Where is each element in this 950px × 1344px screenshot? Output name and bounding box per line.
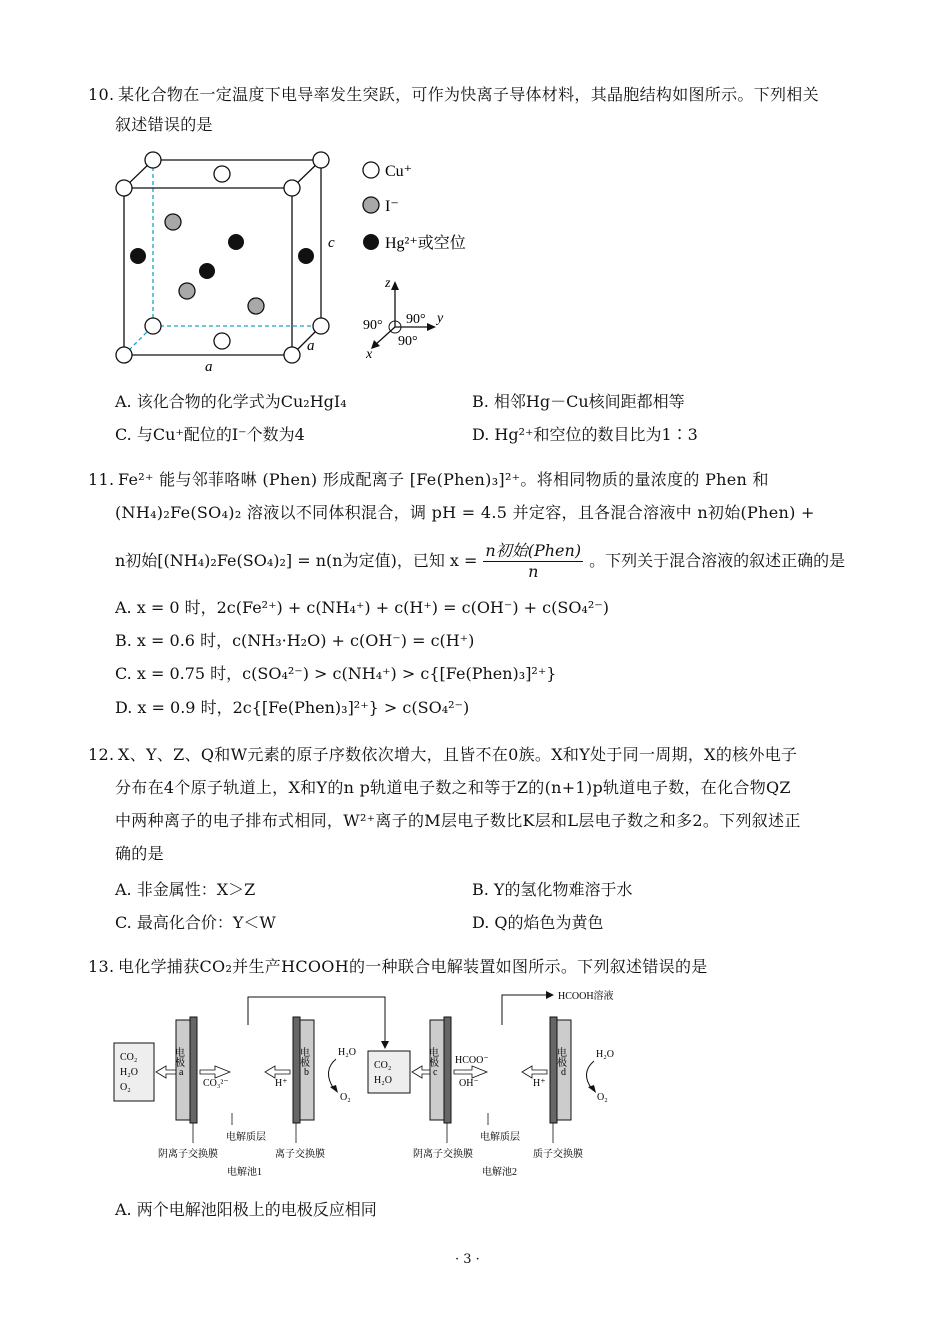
q10-crystal-figure <box>110 145 490 375</box>
box2-l2: H₂O <box>374 1075 392 1086</box>
q11-option-b[interactable]: B. x = 0.6 时，c(NH₃·H₂O) + c(OH⁻) = c(H⁺) <box>115 631 475 650</box>
q10-stem <box>88 80 868 140</box>
q10-option-d[interactable]: D. Hg²⁺和空位的数目比为1∶3 <box>472 425 698 444</box>
angle3: 90° <box>398 334 418 349</box>
axis-y: y <box>437 311 444 326</box>
q11-line2: (NH₄)₂Fe(SO₄)₂ 溶液以不同体积混合，调 pH = 4.5 并定容，且各混合溶液中 n初始(Phen) + <box>115 503 815 522</box>
q13-stem <box>88 952 868 982</box>
q12-option-b[interactable]: B. Y的氢化物难溶于水 <box>472 880 633 899</box>
label-a2: a <box>307 338 315 354</box>
h2o-2: H₂O <box>596 1049 614 1060</box>
q11-option-a[interactable]: A. x = 0 时，2c(Fe²⁺) + c(NH₄⁺) + c(H⁺) = c(OH⁻) + c(SO₄²⁻) <box>115 598 609 617</box>
box2-l1: CO₂ <box>374 1060 392 1071</box>
q10-option-b[interactable]: B. 相邻Hg－Cu核间距都相等 <box>472 392 685 411</box>
axis-z: z <box>385 276 391 291</box>
q13-number: 13. <box>88 957 115 976</box>
h2o-1: H₂O <box>338 1047 356 1058</box>
q12-option-d[interactable]: D. Q的焰色为黄色 <box>472 913 604 932</box>
box1-l1: CO₂ <box>120 1052 138 1063</box>
q13-option-a[interactable]: A. 两个电解池阳极上的电极反应相同 <box>115 1200 377 1219</box>
iodide-atoms <box>165 214 264 314</box>
q12-line2: 分布在4个原子轨道上，X和Y的n p轨道电子数之和等于Z的(n+1)p轨道电子数，在化合物QZ <box>115 778 791 797</box>
elec-c-label: 电极 <box>426 1047 438 1067</box>
q12-option-a[interactable]: A. 非金属性：X＞Z <box>115 880 256 899</box>
q11-option-d[interactable]: D. x = 0.9 时，2c{[Fe(Phen)₃]²⁺} > c(SO₄²⁻) <box>115 698 470 717</box>
hg-atoms <box>130 234 314 279</box>
hcooh-out: HCOOH溶液 <box>558 991 614 1002</box>
co3-label: CO₃²⁻ <box>203 1078 229 1089</box>
membrane1: 阴离子交换膜 <box>158 1149 218 1160</box>
q12-line3: 中两种离子的电子排布式相同，W²⁺离子的M层电子数比K层和L层电子数之和多2。下列叙述正 <box>115 811 801 830</box>
elec-b: b <box>304 1067 309 1078</box>
legend-i: I⁻ <box>385 198 399 215</box>
hcoo-label: HCOO⁻ <box>455 1055 489 1066</box>
angle1: 90° <box>363 318 383 333</box>
o2-2: O₂ <box>597 1092 608 1103</box>
cu-atoms <box>116 152 329 363</box>
electrolyte2: 电解质层 <box>480 1132 520 1143</box>
q13-electrolysis-figure <box>110 985 630 1180</box>
legend-cu-icon <box>363 162 379 178</box>
elec-c: c <box>433 1067 438 1078</box>
q11-line3 <box>115 538 845 581</box>
q11-line1: Fe²⁺ 能与邻菲咯啉 (Phen) 形成配离子 [Fe(Phen)₃]²⁺。将相同物质的量浓度的 Phen 和 <box>118 470 769 489</box>
q10-option-c[interactable]: C. 与Cu⁺配位的I⁻个数为4 <box>115 425 305 444</box>
q10-stem-line2: 叙述错误的是 <box>115 115 213 134</box>
elec-d: d <box>561 1067 566 1078</box>
q11-frac-den: n <box>528 562 539 581</box>
membrane4: 质子交换膜 <box>533 1149 583 1160</box>
oh-label: OH⁻ <box>459 1078 479 1089</box>
q12-line4: 确的是 <box>115 844 164 863</box>
membrane2: 离子交换膜 <box>275 1149 325 1160</box>
cell2: 电解池2 <box>482 1167 517 1178</box>
label-c: c <box>328 235 335 251</box>
q13-stem-text: 电化学捕获CO₂并生产HCOOH的一种联合电解装置如图所示。下列叙述错误的是 <box>118 957 708 976</box>
q10-option-a[interactable]: A. 该化合物的化学式为Cu₂HgI₄ <box>115 392 347 411</box>
electrolyte1: 电解质层 <box>226 1132 266 1143</box>
hplus2: H⁺ <box>533 1078 546 1089</box>
legend-cu: Cu⁺ <box>385 163 413 180</box>
elec-d-label: 电极 <box>554 1047 566 1067</box>
q11-stem <box>88 463 868 529</box>
q12-stem <box>88 738 868 870</box>
q11-number: 11. <box>88 470 115 489</box>
legend-i-icon <box>363 197 379 213</box>
cell1: 电解池1 <box>227 1167 262 1178</box>
elec-b-label: 电极 <box>297 1047 309 1067</box>
q11-frac-num: n初始(Phen) <box>483 538 583 562</box>
axis-x: x <box>366 347 373 362</box>
o2-1: O₂ <box>340 1092 351 1103</box>
q11-option-c[interactable]: C. x = 0.75 时，c(SO₄²⁻) > c(NH₄⁺) > c{[Fe(Phen)₃]²⁺} <box>115 664 557 683</box>
membrane3: 阴离子交换膜 <box>413 1149 473 1160</box>
q12-line1: X、Y、Z、Q和W元素的原子序数依次增大，且皆不在0族。X和Y处于同一周期，X的核外电子 <box>118 745 798 764</box>
q10-number: 10. <box>88 85 115 104</box>
q10-stem-line1: 某化合物在一定温度下电导率发生突跃，可作为快离子导体材料，其晶胞结构如图所示。下列相关 <box>118 85 819 104</box>
box1-l3: O₂ <box>120 1082 131 1093</box>
q11-line3-a: n初始[(NH₄)₂Fe(SO₄)₂] = n(n为定值)，已知 x = <box>115 551 478 570</box>
hplus1: H⁺ <box>275 1078 288 1089</box>
page-number: · 3 · <box>455 1252 480 1267</box>
legend-hg: Hg²⁺或空位 <box>385 235 466 252</box>
legend-hg-icon <box>363 234 379 250</box>
q12-number: 12. <box>88 745 115 764</box>
q11-fraction <box>483 538 583 581</box>
elec-a-label: 电极 <box>172 1047 184 1067</box>
q12-option-c[interactable]: C. 最高化合价：Y＜W <box>115 913 276 932</box>
angle2: 90° <box>406 312 426 327</box>
label-a: a <box>205 359 213 375</box>
q11-line3-b: 。下列关于混合溶液的叙述正确的是 <box>589 551 846 570</box>
elec-a: a <box>179 1067 184 1078</box>
box1-l2: H₂O <box>120 1067 138 1078</box>
